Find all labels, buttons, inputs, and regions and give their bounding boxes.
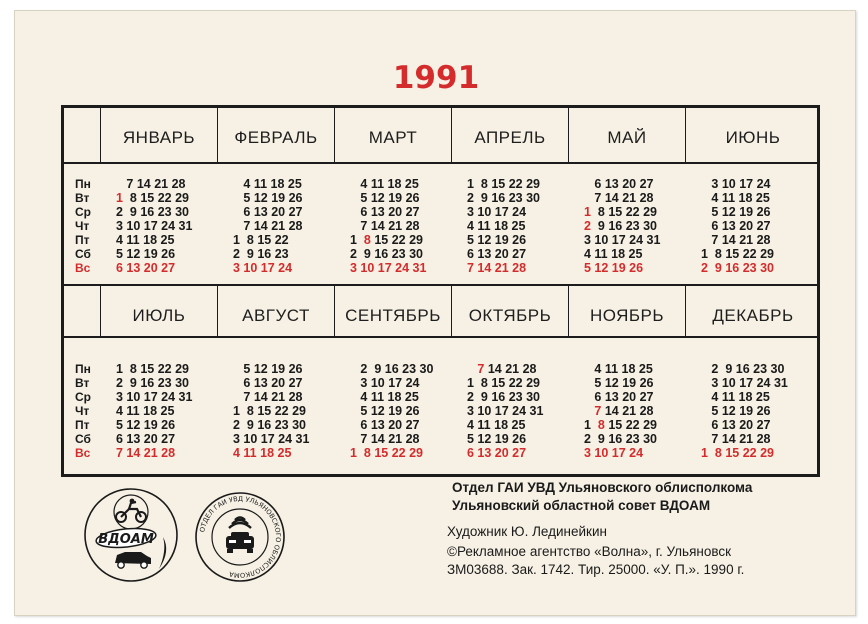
weekday-label: Пн: [75, 177, 91, 191]
month-day-row: 4 11 18 25: [350, 390, 419, 404]
month-day-row: 3 10 17 24: [233, 261, 293, 275]
month-day-row: 6 13 20 27: [467, 446, 527, 460]
holiday-date: 1: [584, 205, 591, 219]
month-day-row: 5 12 19 26: [584, 376, 654, 390]
month-day-row: 5 12 19 26: [701, 205, 771, 219]
footer-print-info: ЗМ03688. Зак. 1742. Тир. 25000. «У. П.». 1990 г.: [447, 562, 745, 577]
month-day-row: 3 10 17 24 31: [116, 219, 193, 233]
month-day-row: 6 13 20 27: [233, 205, 303, 219]
month-day-row: 5 12 19 26: [467, 432, 527, 446]
month-day-row: 4 11 18 25: [467, 219, 526, 233]
month-day-row: 5 12 19 26: [116, 247, 176, 261]
month-name: ЯНВАРЬ: [122, 128, 196, 147]
weekday-label: Пт: [75, 418, 90, 432]
month-day-row: 4 11 18 25: [701, 390, 770, 404]
month-day-row: 6 13 20 27: [584, 177, 654, 191]
weekday-label: Ср: [75, 205, 91, 219]
month-day-row: 1 8 15 22 29: [233, 404, 306, 418]
month-day-row: 1 8 15 22 29: [584, 418, 657, 432]
weekday-label: Чт: [75, 219, 90, 233]
month-day-row: 2 9 16 23 30: [467, 191, 540, 205]
footer-artist: Художник Ю. Лединейкин: [447, 524, 607, 539]
holiday-date: 7: [594, 404, 602, 418]
month-name: АПРЕЛЬ: [474, 128, 546, 147]
weekday-label: Ср: [75, 390, 91, 404]
month-day-row: 7 14 21 28: [116, 177, 186, 191]
vdoam-emblem: [81, 485, 181, 585]
month-day-row: 1 8 15 22 29: [116, 362, 189, 376]
month-day-row: 1 8 15 22: [233, 233, 289, 247]
month-day-row: 5 12 19 26: [350, 191, 420, 205]
calendar-grid: [61, 105, 820, 477]
footer-org-line-1: Отдел ГАИ УВД Ульяновского облисполкома: [452, 480, 753, 495]
year-title: 1991: [392, 60, 480, 96]
month-day-row: 7 14 21 28: [350, 219, 420, 233]
month-name: ФЕВРАЛЬ: [234, 128, 318, 147]
month-day-row: 7 14 21 28: [594, 404, 654, 418]
vdoam-emblem-text: ВДОАМ: [98, 532, 154, 547]
calendar-card: [14, 10, 856, 616]
month-day-row: 3 10 17 24: [584, 446, 644, 460]
month-day-row: 5 12 19 26: [350, 404, 420, 418]
month-day-row: 1 8 15 22 29: [350, 446, 423, 460]
gai-ring-text: ОТДЕЛ ГАИ УВД УЛЬЯНОВСКОГО ОБЛИСПОЛКОМА: [198, 494, 283, 580]
month-day-row: 2 9 16 23 30: [116, 376, 189, 390]
holiday-date: 8: [363, 233, 371, 247]
month-day-row: 5 12 19 26: [467, 233, 527, 247]
month-day-row: 7 14 21 28: [584, 191, 654, 205]
month-day-row: 3 10 17 24 31: [467, 404, 544, 418]
month-day-row: 7 14 21 28: [233, 390, 303, 404]
footer-agency: ©Рекламное агентство «Волна», г. Ульяновск: [447, 544, 732, 559]
footer-org-line-2: Ульяновский областной совет ВДОАМ: [452, 498, 711, 513]
month-day-row: 6 13 20 27: [701, 418, 771, 432]
month-day-row: 2 9 16 23 30: [701, 362, 785, 376]
month-name: МАРТ: [368, 128, 418, 147]
month-name: НОЯБРЬ: [589, 306, 665, 325]
month-day-row: 4 11 18 25: [350, 177, 419, 191]
month-day-row: 6 13 20 27: [701, 219, 771, 233]
month-day-row: 5 12 19 26: [116, 418, 176, 432]
holiday-date: 7: [477, 362, 485, 376]
month-day-row: 2 9 16 23 30: [116, 205, 189, 219]
month-name: ИЮЛЬ: [132, 306, 186, 325]
month-day-row: 1 8 15 22 29: [350, 233, 423, 247]
month-day-row: 6 13 20 27: [350, 205, 420, 219]
month-day-row: 4 11 18 25: [233, 177, 302, 191]
month-day-row: 1 8 15 22 29: [116, 191, 189, 205]
weekday-label: Сб: [75, 432, 91, 446]
car-icon: [115, 552, 151, 568]
month-day-row: 3 10 17 24 31: [116, 390, 193, 404]
month-day-row: 7 14 21 28: [477, 362, 537, 376]
month-day-row: 2 9 16 23: [233, 247, 289, 261]
month-day-row: 4 11 18 25: [467, 418, 526, 432]
month-day-row: 3 10 17 24 31: [584, 233, 661, 247]
month-day-row: 4 11 18 25: [584, 362, 653, 376]
month-day-row: 3 10 17 24 31: [701, 376, 788, 390]
weekday-label: Пн: [75, 362, 91, 376]
month-name: АВГУСТ: [242, 306, 310, 325]
month-day-row: 6 13 20 27: [116, 432, 176, 446]
month-day-row: 1 8 15 22 29: [701, 446, 774, 460]
month-day-row: 4 11 18 25: [584, 247, 643, 261]
month-day-row: 2 9 16 23 30: [701, 261, 774, 275]
month-day-row: 2 9 16 23 30: [467, 390, 540, 404]
month-day-row: 1 8 15 22 29: [467, 376, 540, 390]
month-day-row: 3 10 17 24: [467, 205, 527, 219]
month-day-row: 7 14 21 28: [233, 219, 303, 233]
month-day-row: 3 10 17 24: [350, 376, 420, 390]
gai-emblem: [193, 490, 287, 584]
grid-rule: [64, 336, 817, 338]
month-name: СЕНТЯБРЬ: [345, 306, 441, 325]
month-day-row: 7 14 21 28: [467, 261, 527, 275]
holiday-date: 8: [597, 418, 605, 432]
month-day-row: 1 8 15 22 29: [701, 247, 774, 261]
month-day-row: 6 13 20 27: [467, 247, 527, 261]
month-name: ДЕКАБРЬ: [712, 306, 794, 325]
month-day-row: 4 11 18 25: [116, 233, 175, 247]
month-day-row: 7 14 21 28: [116, 446, 176, 460]
month-name: ИЮНЬ: [725, 128, 781, 147]
month-day-row: 1 8 15 22 29: [467, 177, 540, 191]
motorcycle-icon: [116, 499, 146, 522]
weekday-label: Чт: [75, 404, 90, 418]
weekday-label: Пт: [75, 233, 90, 247]
month-name: ОКТЯБРЬ: [468, 306, 552, 325]
month-day-row: 2 9 16 23 30: [350, 362, 434, 376]
month-name: МАЙ: [607, 128, 647, 147]
weekday-label: Вт: [75, 191, 90, 205]
month-day-row: 6 13 20 27: [584, 390, 654, 404]
month-day-row: 3 10 17 24 31: [233, 432, 310, 446]
police-car-icon: [226, 532, 254, 553]
month-day-row: 2 9 16 23 30: [350, 247, 423, 261]
month-day-row: 5 12 19 26: [584, 261, 644, 275]
month-day-row: 2 9 16 23 30: [233, 418, 306, 432]
weekday-label: Сб: [75, 247, 91, 261]
weekday-label: Вт: [75, 376, 90, 390]
month-day-row: 3 10 17 24: [701, 177, 771, 191]
month-day-row: 3 10 17 24 31: [350, 261, 427, 275]
weekday-label: Вс: [75, 446, 91, 460]
month-day-row: 7 14 21 28: [701, 432, 771, 446]
month-day-row: 7 14 21 28: [701, 233, 771, 247]
month-day-row: 6 13 20 27: [350, 418, 420, 432]
grid-rule: [64, 162, 817, 164]
month-day-row: 2 9 16 23 30: [584, 219, 657, 233]
month-day-row: 2 9 16 23 30: [584, 432, 657, 446]
signal-waves-icon: [229, 518, 251, 529]
month-day-row: 5 12 19 26: [233, 362, 303, 376]
month-day-row: 4 11 18 25: [701, 191, 770, 205]
grid-rule: [64, 284, 817, 286]
month-day-row: 6 13 20 27: [233, 376, 303, 390]
holiday-date: 2: [584, 219, 591, 233]
month-day-row: 7 14 21 28: [350, 432, 420, 446]
month-day-row: 6 13 20 27: [116, 261, 176, 275]
holiday-date: 1: [116, 191, 123, 205]
month-day-row: 5 12 19 26: [701, 404, 771, 418]
month-day-row: 4 11 18 25: [116, 404, 175, 418]
month-day-row: 1 8 15 22 29: [584, 205, 657, 219]
month-day-row: 5 12 19 26: [233, 191, 303, 205]
month-day-row: 4 11 18 25: [233, 446, 292, 460]
weekday-label: Вс: [75, 261, 91, 275]
